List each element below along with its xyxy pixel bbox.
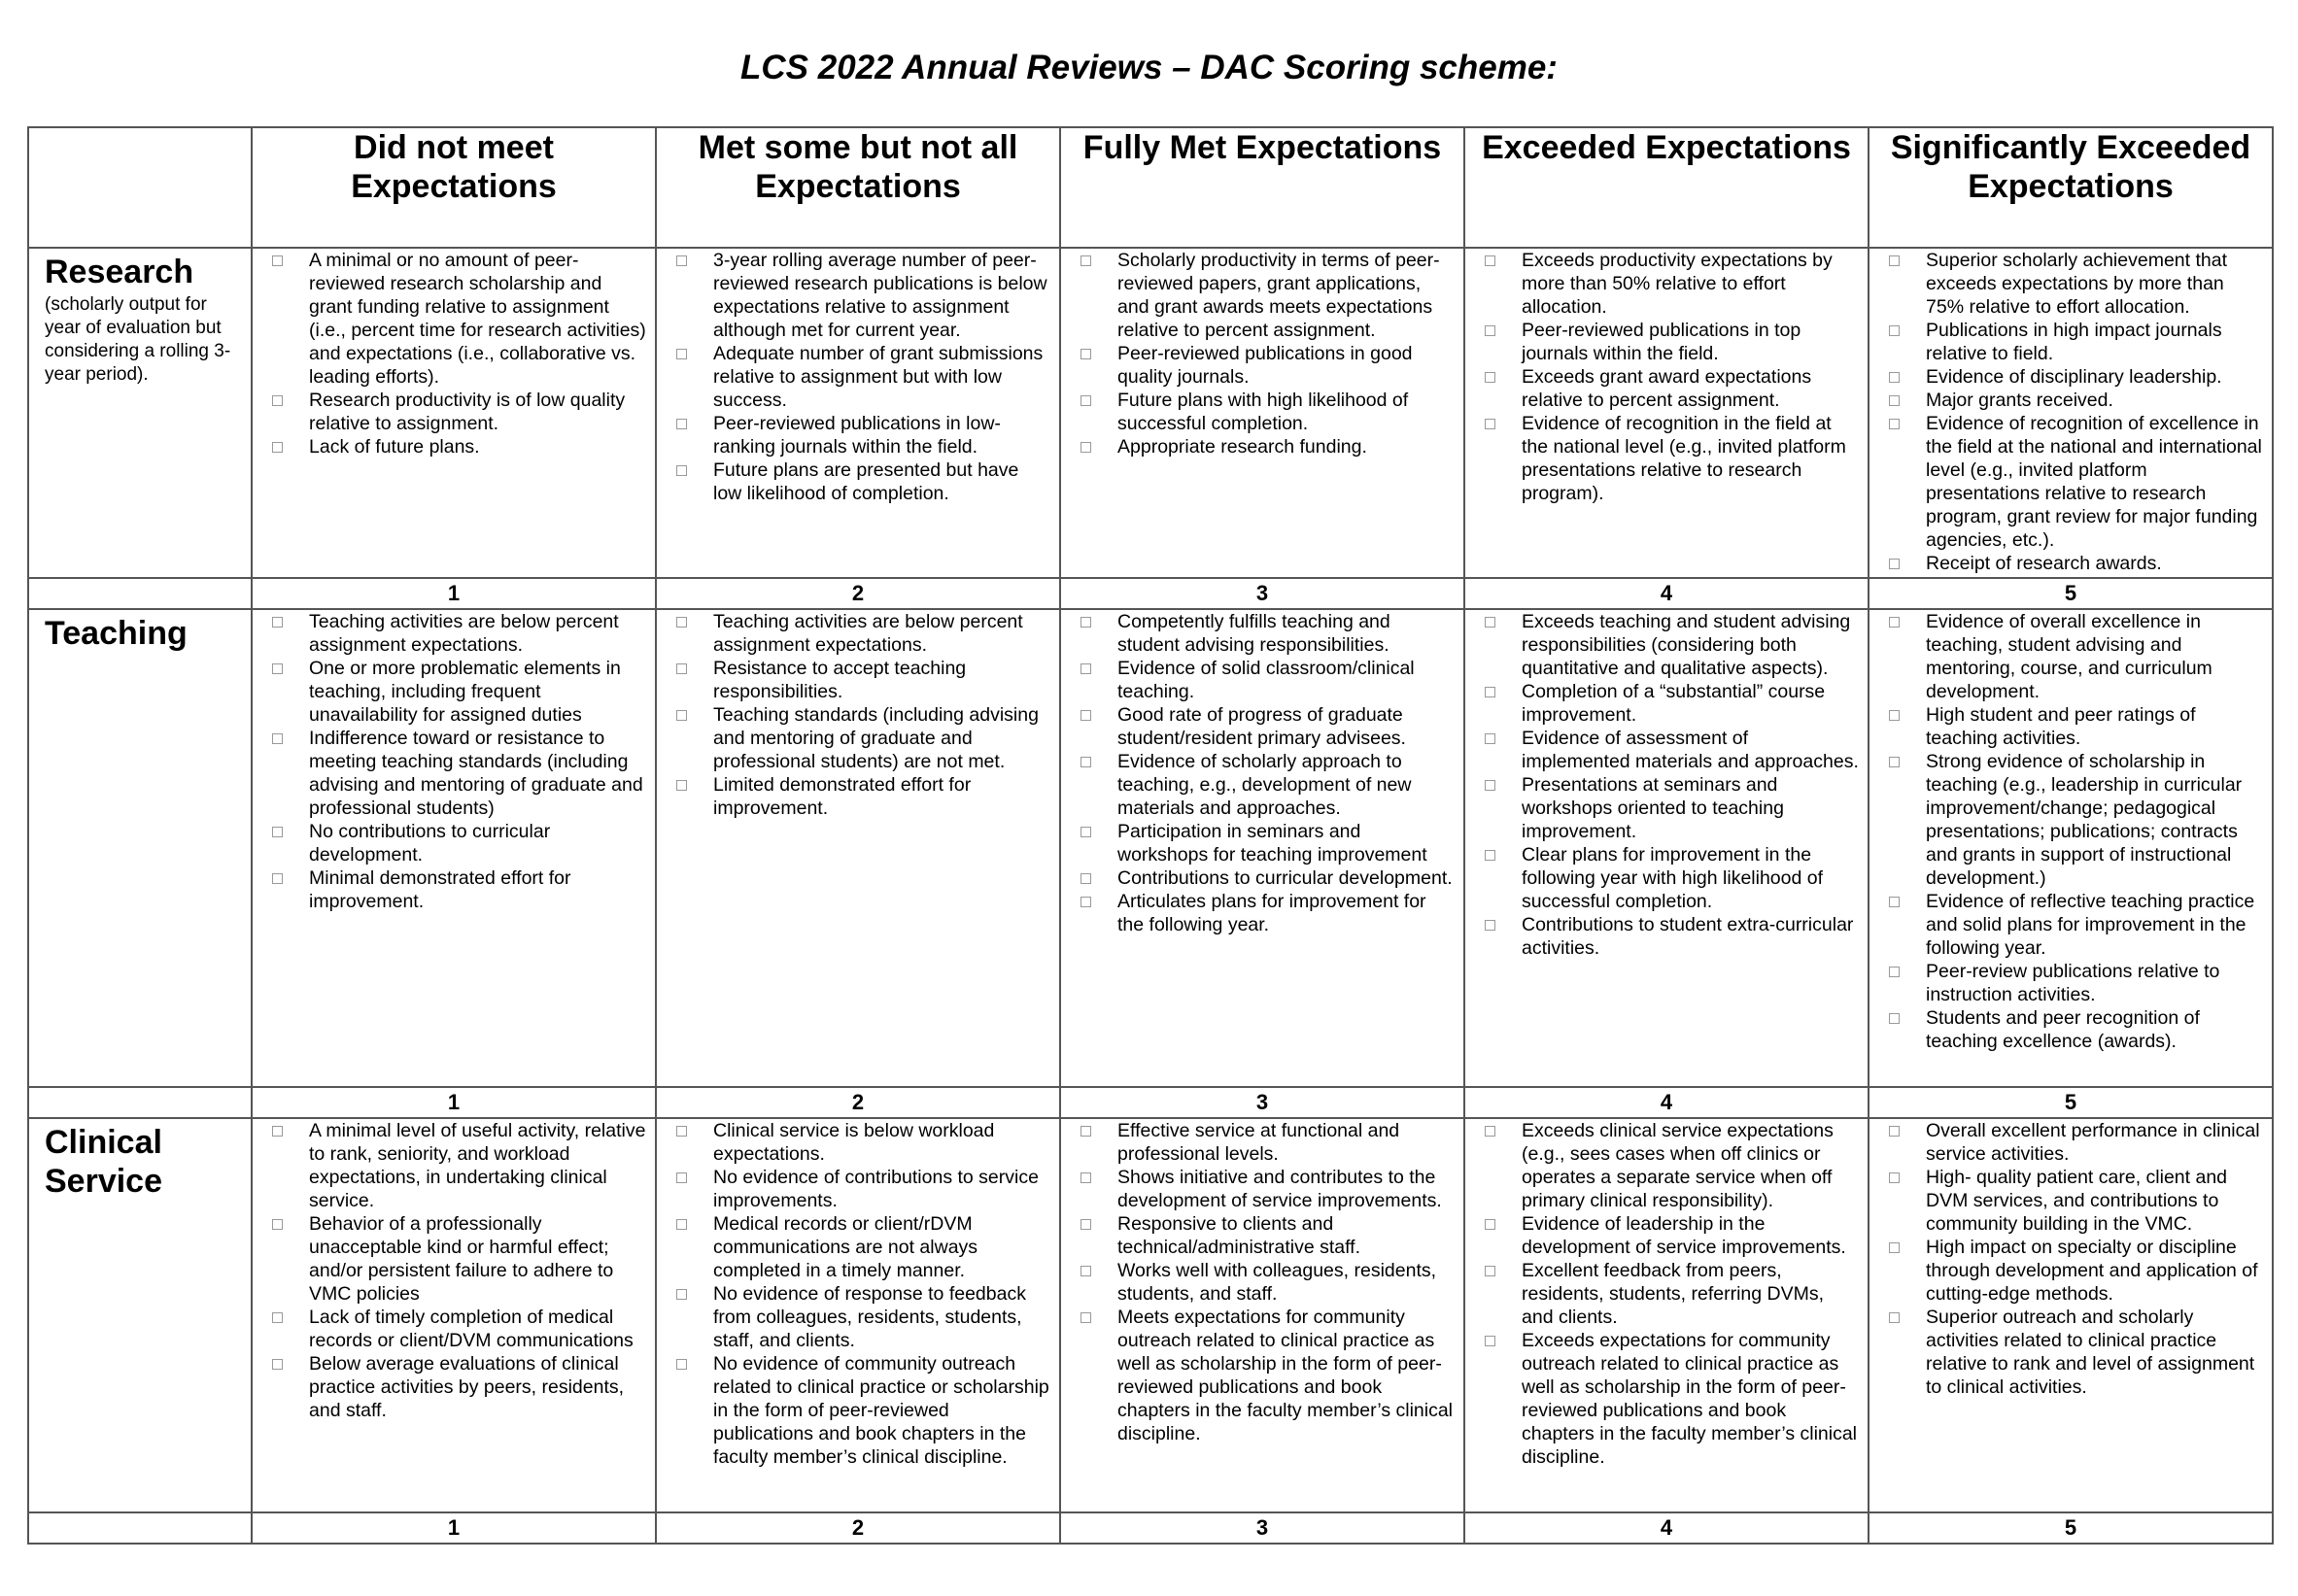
criterion-item: Lack of future plans. [270, 435, 647, 458]
criterion-item: Effective service at functional and professional levels. [1079, 1119, 1456, 1166]
criterion-item: Peer-reviewed publications in low-ranking journals within the field. [674, 412, 1051, 458]
criterion-item: Publications in high impact journals relative to field. [1887, 319, 2264, 365]
criterion-item: Medical records or client/rDVM communications are not always completed in a timely manner. [674, 1212, 1051, 1282]
header-met-some: Met some but not all Expectations [656, 127, 1060, 248]
criterion-item: Works well with colleagues, residents, students, and staff. [1079, 1259, 1456, 1306]
criteria-list [657, 249, 1059, 505]
score-cell: 3 [1060, 578, 1464, 609]
criterion-item: Limited demonstrated effort for improvement. [674, 773, 1051, 820]
criterion-item: Students and peer recognition of teaching excellence (awards). [1887, 1006, 2264, 1053]
category-name: Clinical Service [45, 1124, 162, 1200]
page-title: LCS 2022 Annual Reviews – DAC Scoring scheme: [740, 49, 1558, 86]
criteria-list [253, 249, 655, 458]
criterion-item: Evidence of overall excellence in teaching, student advising and mentoring, course, and curriculum development. [1887, 610, 2264, 703]
criteria-list [1061, 249, 1463, 458]
criterion-item: Resistance to accept teaching responsibilities. [674, 657, 1051, 703]
criterion-item: Exceeds expectations for community outreach related to clinical practice as well as scholarship in the form of peer-reviewed publications and book chapters in the faculty member’s clinical discipline. [1483, 1329, 1860, 1469]
criterion-item: Excellent feedback from peers, residents, students, referring DVMs, and clients. [1483, 1259, 1860, 1329]
score-cell: 1 [252, 1512, 656, 1544]
criterion-item: Minimal demonstrated effort for improvement. [270, 866, 647, 913]
score-blank-cell [28, 578, 252, 609]
criterion-item: Articulates plans for improvement for the following year. [1079, 890, 1456, 936]
research-level-5-cell [1869, 248, 2273, 578]
criteria-list [657, 610, 1059, 820]
criterion-item: One or more problematic elements in teaching, including frequent unavailability for assigned duties [270, 657, 647, 727]
score-cell: 5 [1869, 1087, 2273, 1118]
criterion-item: No contributions to curricular development. [270, 820, 647, 866]
criteria-list [657, 1119, 1059, 1469]
score-cell: 5 [1869, 578, 2273, 609]
score-cell: 3 [1060, 1512, 1464, 1544]
score-cell: 4 [1464, 1087, 1869, 1118]
criterion-item: Teaching activities are below percent assignment expectations. [674, 610, 1051, 657]
clinical-level-1-cell [252, 1118, 656, 1512]
criterion-item: Appropriate research funding. [1079, 435, 1456, 458]
criterion-item: Meets expectations for community outreach related to clinical practice as well as scholarship in the form of peer-reviewed publications and book chapters in the faculty member’s clinical discipline. [1079, 1306, 1456, 1445]
criteria-list [1869, 610, 2272, 1053]
criterion-item: No evidence of response to feedback from colleagues, residents, students, staff, and clients. [674, 1282, 1051, 1352]
score-cell: 1 [252, 578, 656, 609]
score-cell: 3 [1060, 1087, 1464, 1118]
research-category-cell [28, 248, 252, 578]
criterion-item: Contributions to curricular development. [1079, 866, 1456, 890]
criterion-item: Clinical service is below workload expectations. [674, 1119, 1051, 1166]
teaching-level-5-cell [1869, 609, 2273, 1087]
criterion-item: Peer-reviewed publications in good quality journals. [1079, 342, 1456, 389]
header-fully-met: Fully Met Expectations [1060, 127, 1464, 248]
score-blank-cell [28, 1087, 252, 1118]
criteria-list [253, 610, 655, 913]
criterion-item: High impact on specialty or discipline through development and application of cutting-edge methods. [1887, 1236, 2264, 1306]
header-significantly-exceeded: Significantly Exceeded Expectations [1869, 127, 2273, 248]
criterion-item: Exceeds grant award expectations relative to percent assignment. [1483, 365, 1860, 412]
criterion-item: Future plans are presented but have low likelihood of completion. [674, 458, 1051, 505]
score-cell: 4 [1464, 578, 1869, 609]
criterion-item: Peer-reviewed publications in top journals within the field. [1483, 319, 1860, 365]
criterion-item: Exceeds productivity expectations by more than 50% relative to effort allocation. [1483, 249, 1860, 319]
research-level-3-cell [1060, 248, 1464, 578]
criteria-list [1465, 1119, 1868, 1469]
criterion-item: Contributions to student extra-curricular activities. [1483, 913, 1860, 960]
teaching-level-1-cell [252, 609, 656, 1087]
criterion-item: Scholarly productivity in terms of peer-reviewed papers, grant applications, and grant awards meets expectations relative to percent assignment. [1079, 249, 1456, 342]
criterion-item: Responsive to clients and technical/administrative staff. [1079, 1212, 1456, 1259]
criterion-item: Clear plans for improvement in the following year with high likelihood of successful completion. [1483, 843, 1860, 913]
criterion-item: No evidence of community outreach related to clinical practice or scholarship in the form of peer-reviewed publications and book chapters in the faculty member’s clinical discipline. [674, 1352, 1051, 1469]
score-cell: 2 [656, 1512, 1060, 1544]
criterion-item: Behavior of a professionally unacceptable kind or harmful effect; and/or persistent failure to adhere to VMC policies [270, 1212, 647, 1306]
clinical-level-4-cell [1464, 1118, 1869, 1512]
category-name: Teaching [45, 615, 188, 652]
criterion-item: No evidence of contributions to service improvements. [674, 1166, 1051, 1212]
score-blank-cell [28, 1512, 252, 1544]
research-score-row [28, 578, 2273, 609]
criterion-item: Receipt of research awards. [1887, 552, 2264, 575]
score-cell: 5 [1869, 1512, 2273, 1544]
score-cell: 2 [656, 578, 1060, 609]
criterion-item: Evidence of recognition in the field at the national level (e.g., invited platform presentations relative to research program). [1483, 412, 1860, 505]
scoring-rubric-table [27, 126, 2274, 1545]
clinical-service-score-row [28, 1512, 2273, 1544]
header-exceeded: Exceeded Expectations [1464, 127, 1869, 248]
criteria-list [253, 1119, 655, 1422]
teaching-row [28, 609, 2273, 1087]
criteria-list [1465, 249, 1868, 505]
teaching-level-4-cell [1464, 609, 1869, 1087]
criteria-list [1061, 610, 1463, 936]
criterion-item: Evidence of assessment of implemented materials and approaches. [1483, 727, 1860, 773]
teaching-level-2-cell [656, 609, 1060, 1087]
criterion-item: Indifference toward or resistance to meeting teaching standards (including advising and mentoring of graduate and professional students) [270, 727, 647, 820]
category-note: (scholarly output for year of evaluation but considering a rolling 3-year period). [45, 294, 231, 385]
criterion-item: Lack of timely completion of medical records or client/DVM communications [270, 1306, 647, 1352]
criteria-list [1869, 249, 2272, 575]
criterion-item: Adequate number of grant submissions relative to assignment but with low success. [674, 342, 1051, 412]
clinical-service-category-cell [28, 1118, 252, 1512]
criterion-item: Evidence of solid classroom/clinical teaching. [1079, 657, 1456, 703]
criterion-item: Competently fulfills teaching and student advising responsibilities. [1079, 610, 1456, 657]
criteria-list [1869, 1119, 2272, 1399]
criterion-item: 3-year rolling average number of peer-reviewed research publications is below expectations relative to assignment although met for current year. [674, 249, 1051, 342]
criterion-item: Superior scholarly achievement that exceeds expectations by more than 75% relative to effort allocation. [1887, 249, 2264, 319]
criterion-item: Participation in seminars and workshops for teaching improvement [1079, 820, 1456, 866]
criterion-item: Overall excellent performance in clinical service activities. [1887, 1119, 2264, 1166]
criterion-item: Exceeds clinical service expectations (e.g., sees cases when off clinics or operates a separate service when off primary clinical responsibility). [1483, 1119, 1860, 1212]
criterion-item: Evidence of disciplinary leadership. [1887, 365, 2264, 389]
research-level-2-cell [656, 248, 1060, 578]
teaching-category-cell [28, 609, 252, 1087]
criterion-item: Teaching standards (including advising and mentoring of graduate and professional students) are not met. [674, 703, 1051, 773]
criterion-item: Strong evidence of scholarship in teaching (e.g., leadership in curricular improvement/change; pedagogical presentations; publications; contracts and grants in support of instructional development.) [1887, 750, 2264, 890]
header-row [28, 127, 2273, 248]
clinical-service-row [28, 1118, 2273, 1512]
criteria-list [1061, 1119, 1463, 1445]
criterion-item: Peer-review publications relative to instruction activities. [1887, 960, 2264, 1006]
header-did-not-meet: Did not meet Expectations [252, 127, 656, 248]
criterion-item: Evidence of reflective teaching practice and solid plans for improvement in the following year. [1887, 890, 2264, 960]
criterion-item: A minimal level of useful activity, relative to rank, seniority, and workload expectations, in undertaking clinical service. [270, 1119, 647, 1212]
criterion-item: Superior outreach and scholarly activities related to clinical practice relative to rank and level of assignment to clinical activities. [1887, 1306, 2264, 1399]
criterion-item: Future plans with high likelihood of successful completion. [1079, 389, 1456, 435]
criterion-item: Evidence of leadership in the development of service improvements. [1483, 1212, 1860, 1259]
criterion-item: Research productivity is of low quality relative to assignment. [270, 389, 647, 435]
criterion-item: Evidence of scholarly approach to teaching, e.g., development of new materials and approaches. [1079, 750, 1456, 820]
corner-cell [28, 127, 252, 248]
score-cell: 4 [1464, 1512, 1869, 1544]
criterion-item: Exceeds teaching and student advising responsibilities (considering both quantitative and qualitative aspects). [1483, 610, 1860, 680]
clinical-level-3-cell [1060, 1118, 1464, 1512]
criterion-item: Below average evaluations of clinical practice activities by peers, residents, and staff. [270, 1352, 647, 1422]
criterion-item: Completion of a “substantial” course improvement. [1483, 680, 1860, 727]
research-level-4-cell [1464, 248, 1869, 578]
research-row [28, 248, 2273, 578]
criterion-item: Major grants received. [1887, 389, 2264, 412]
criterion-item: High- quality patient care, client and DVM services, and contributions to community building in the VMC. [1887, 1166, 2264, 1236]
criterion-item: High student and peer ratings of teaching activities. [1887, 703, 2264, 750]
category-name: Research [45, 254, 194, 290]
criterion-item: Good rate of progress of graduate student/resident primary advisees. [1079, 703, 1456, 750]
criterion-item: Presentations at seminars and workshops oriented to teaching improvement. [1483, 773, 1860, 843]
criterion-item: A minimal or no amount of peer-reviewed research scholarship and grant funding relative to assignment (i.e., percent time for research activities) and expectations (i.e., collaborative vs. leading efforts). [270, 249, 647, 389]
criterion-item: Shows initiative and contributes to the development of service improvements. [1079, 1166, 1456, 1212]
teaching-score-row [28, 1087, 2273, 1118]
clinical-level-2-cell [656, 1118, 1060, 1512]
teaching-level-3-cell [1060, 609, 1464, 1087]
score-cell: 2 [656, 1087, 1060, 1118]
score-cell: 1 [252, 1087, 656, 1118]
criterion-item: Evidence of recognition of excellence in the field at the national and international level (e.g., invited platform presentations relative to research program, grant review for major funding agencies, etc.). [1887, 412, 2264, 552]
criterion-item: Teaching activities are below percent assignment expectations. [270, 610, 647, 657]
research-level-1-cell [252, 248, 656, 578]
clinical-level-5-cell [1869, 1118, 2273, 1512]
criteria-list [1465, 610, 1868, 960]
